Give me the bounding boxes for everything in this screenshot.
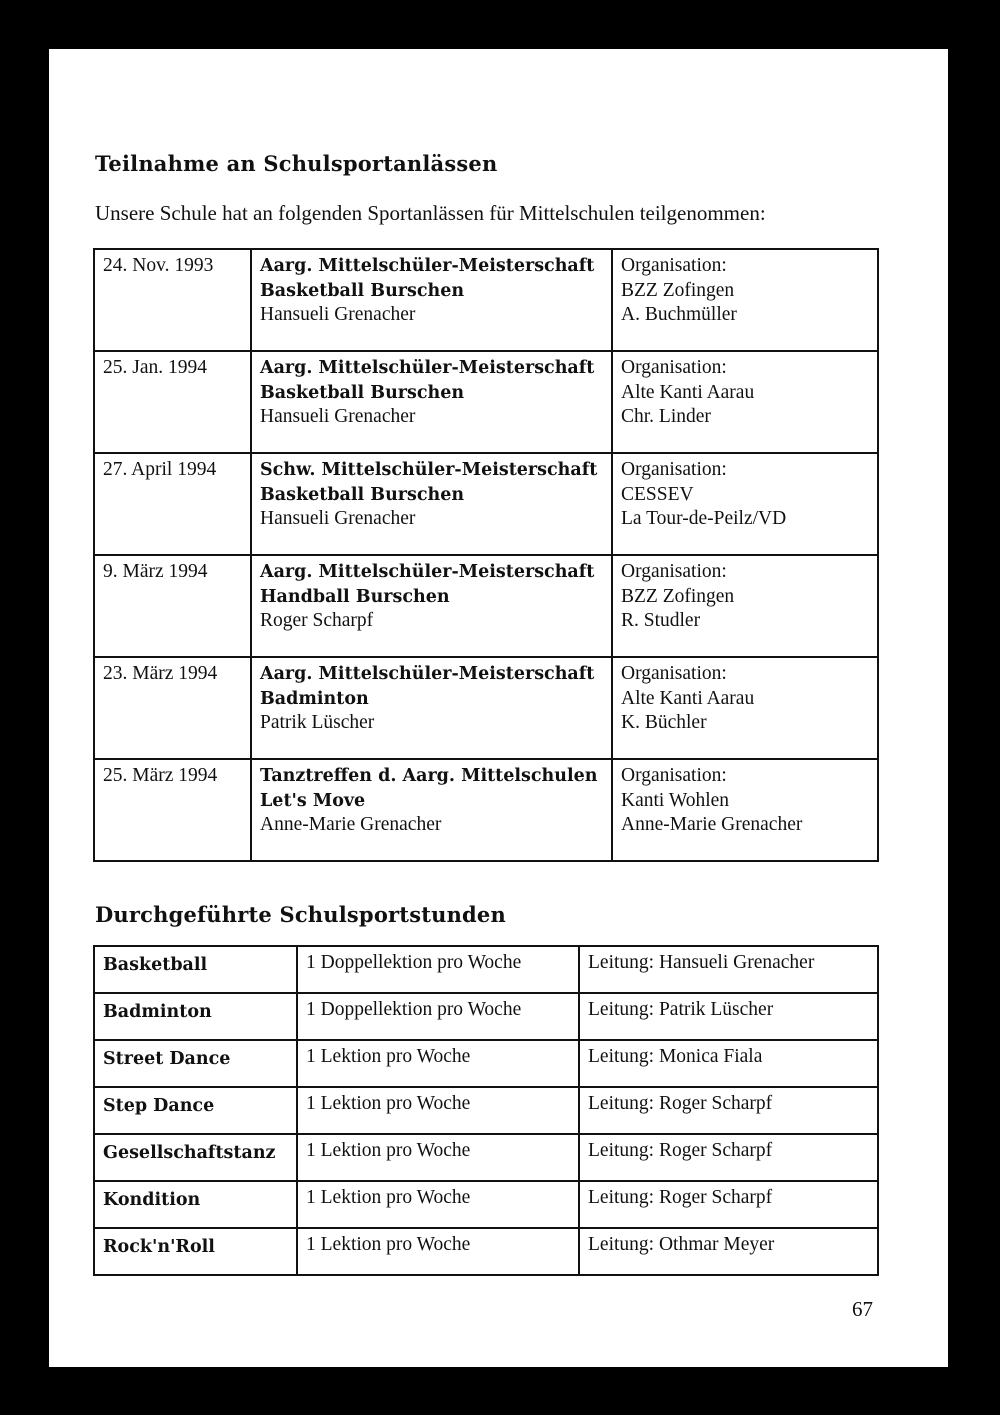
event-details bbox=[251, 657, 612, 759]
event-sport: Basketball Burschen bbox=[260, 484, 465, 505]
event-row bbox=[94, 249, 878, 351]
org-place: BZZ Zofingen bbox=[621, 585, 735, 607]
org-place: Alte Kanti Aarau bbox=[621, 687, 755, 709]
lesson-sport: Street Dance bbox=[94, 1040, 297, 1087]
org-label: Organisation: bbox=[621, 357, 727, 378]
event-title: Aarg. Mittelschüler-Meisterschaft bbox=[260, 358, 595, 378]
event-date: 24. Nov. 1993 bbox=[94, 249, 251, 351]
lesson-row bbox=[94, 993, 878, 1040]
events-table bbox=[93, 248, 879, 862]
lesson-sport: Badminton bbox=[94, 993, 297, 1040]
event-row bbox=[94, 555, 878, 657]
lesson-frequency: 1 Doppellektion pro Woche bbox=[297, 946, 579, 993]
event-leader: Hansueli Grenacher bbox=[260, 406, 416, 427]
event-sport: Badminton bbox=[260, 688, 369, 709]
org-label: Organisation: bbox=[621, 663, 727, 684]
lesson-lead: Leitung: Monica Fiala bbox=[579, 1040, 878, 1087]
lesson-sport: Gesellschaftstanz bbox=[94, 1134, 297, 1181]
event-date: 23. März 1994 bbox=[94, 657, 251, 759]
lesson-frequency: 1 Lektion pro Woche bbox=[297, 1134, 579, 1181]
event-title: Schw. Mittelschüler-Meisterschaft bbox=[260, 460, 598, 480]
event-leader: Hansueli Grenacher bbox=[260, 508, 416, 529]
lesson-lead: Leitung: Roger Scharpf bbox=[579, 1134, 878, 1181]
event-organisation bbox=[612, 453, 878, 555]
event-organisation bbox=[612, 249, 878, 351]
event-details bbox=[251, 555, 612, 657]
lesson-frequency: 1 Lektion pro Woche bbox=[297, 1228, 579, 1275]
section-heading-lessons: Durchgeführte Schulsportstunden bbox=[95, 902, 506, 927]
lesson-lead: Leitung: Patrik Lüscher bbox=[579, 993, 878, 1040]
org-place: Alte Kanti Aarau bbox=[621, 381, 755, 403]
event-organisation bbox=[612, 351, 878, 453]
lesson-lead: Leitung: Othmar Meyer bbox=[579, 1228, 878, 1275]
event-leader: Roger Scharpf bbox=[260, 610, 374, 631]
event-sport: Basketball Burschen bbox=[260, 382, 465, 403]
org-label: Organisation: bbox=[621, 561, 727, 582]
event-organisation bbox=[612, 555, 878, 657]
lesson-row bbox=[94, 1134, 878, 1181]
event-organisation bbox=[612, 657, 878, 759]
org-person: A. Buchmüller bbox=[621, 304, 737, 325]
event-date: 27. April 1994 bbox=[94, 453, 251, 555]
lesson-frequency: 1 Doppellektion pro Woche bbox=[297, 993, 579, 1040]
lesson-lead: Leitung: Roger Scharpf bbox=[579, 1087, 878, 1134]
lessons-table bbox=[93, 945, 879, 1276]
event-title: Aarg. Mittelschüler-Meisterschaft bbox=[260, 562, 595, 582]
event-date: 25. Jan. 1994 bbox=[94, 351, 251, 453]
lesson-row bbox=[94, 946, 878, 993]
lesson-frequency: 1 Lektion pro Woche bbox=[297, 1181, 579, 1228]
event-leader: Anne-Marie Grenacher bbox=[260, 814, 442, 835]
event-row bbox=[94, 453, 878, 555]
intro-text: Unsere Schule hat an folgenden Sportanlässen für Mittelschulen teilgenommen: bbox=[95, 201, 766, 225]
org-place: CESSEV bbox=[621, 483, 694, 505]
lesson-lead: Leitung: Hansueli Grenacher bbox=[579, 946, 878, 993]
event-row bbox=[94, 351, 878, 453]
event-title: Tanztreffen d. Aarg. Mittelschulen bbox=[260, 766, 598, 786]
lesson-row bbox=[94, 1228, 878, 1275]
document-page bbox=[49, 49, 948, 1367]
event-date: 9. März 1994 bbox=[94, 555, 251, 657]
event-sport: Let's Move bbox=[260, 790, 366, 811]
lesson-sport: Rock'n'Roll bbox=[94, 1228, 297, 1275]
event-sport: Handball Burschen bbox=[260, 586, 450, 607]
event-row bbox=[94, 759, 878, 861]
lesson-row bbox=[94, 1040, 878, 1087]
org-label: Organisation: bbox=[621, 765, 727, 786]
page-number: 67 bbox=[852, 1297, 873, 1321]
org-place: Kanti Wohlen bbox=[621, 789, 730, 811]
lesson-row bbox=[94, 1087, 878, 1134]
event-details bbox=[251, 249, 612, 351]
lesson-sport: Kondition bbox=[94, 1181, 297, 1228]
org-person: R. Studler bbox=[621, 610, 701, 631]
lesson-frequency: 1 Lektion pro Woche bbox=[297, 1087, 579, 1134]
org-label: Organisation: bbox=[621, 255, 727, 276]
event-date: 25. März 1994 bbox=[94, 759, 251, 861]
event-title: Aarg. Mittelschüler-Meisterschaft bbox=[260, 256, 595, 276]
org-person: Chr. Linder bbox=[621, 406, 711, 427]
org-person: K. Büchler bbox=[621, 712, 707, 733]
lesson-row bbox=[94, 1181, 878, 1228]
org-person: La Tour-de-Peilz/VD bbox=[621, 508, 787, 529]
section-heading-events: Teilnahme an Schulsportanlässen bbox=[95, 151, 498, 176]
event-details bbox=[251, 351, 612, 453]
lesson-sport: Basketball bbox=[94, 946, 297, 993]
event-sport: Basketball Burschen bbox=[260, 280, 465, 301]
event-leader: Patrik Lüscher bbox=[260, 712, 375, 733]
org-label: Organisation: bbox=[621, 459, 727, 480]
event-details bbox=[251, 453, 612, 555]
lesson-frequency: 1 Lektion pro Woche bbox=[297, 1040, 579, 1087]
event-organisation bbox=[612, 759, 878, 861]
lesson-sport: Step Dance bbox=[94, 1087, 297, 1134]
org-person: Anne-Marie Grenacher bbox=[621, 814, 803, 835]
event-details bbox=[251, 759, 612, 861]
org-place: BZZ Zofingen bbox=[621, 279, 735, 301]
lesson-lead: Leitung: Roger Scharpf bbox=[579, 1181, 878, 1228]
event-title: Aarg. Mittelschüler-Meisterschaft bbox=[260, 664, 595, 684]
event-row bbox=[94, 657, 878, 759]
event-leader: Hansueli Grenacher bbox=[260, 304, 416, 325]
